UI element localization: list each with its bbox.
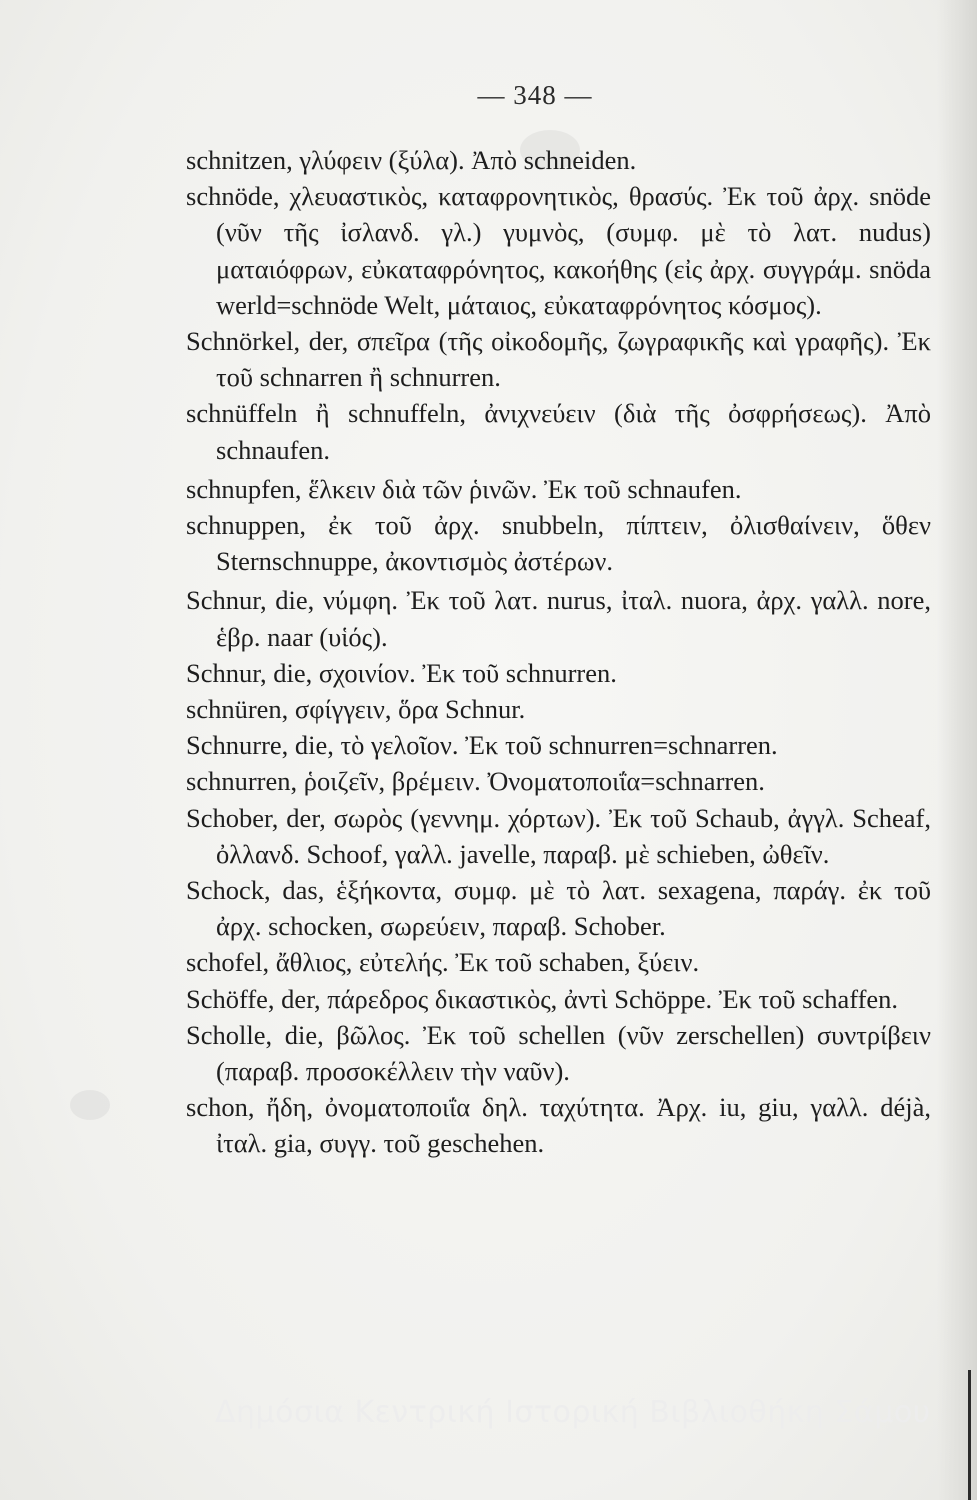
dictionary-entry: Schock, das, ἑξήκοντα, συμφ. μὲ τὸ λατ. sexagena, παράγ. ἐκ τοῦ ἀρχ. schocken, σωρεύειν, παραβ. Schober.: [186, 875, 931, 942]
library-watermark: Δημόσια Κεντρική Ιστορική Βιβλιοθήκη Σάμου: [215, 1395, 931, 1430]
dictionary-entry: schofel, ἄθλιος, εὐτελής. Ἐκ τοῦ schaben, ξύειν.: [186, 947, 700, 978]
dictionary-entry: schnupfen, ἕλκειν διὰ τῶν ῥινῶν. Ἐκ τοῦ schnaufen.: [186, 473, 742, 504]
dictionary-entry: schnöde, χλευαστικὸς, καταφρονητικὸς, θρασύς. Ἐκ τοῦ ἀρχ. snöde (νῦν τῆς ἰσλανδ. γλ.) γυμνὸς, (συμφ. μὲ τὸ λατ. nudus) ματαιόφρων, εὐκαταφρόνητος, κακοήθης (εἰς ἀρχ. συγγράμ. snöda werld=schnöde Welt, μάταιος, εὐκαταφρόνητος κόσμος).: [186, 181, 931, 320]
paper-stain: [70, 1090, 110, 1120]
page-number: — 348 —: [477, 80, 593, 110]
dictionary-entry: schnuppen, ἐκ τοῦ ἀρχ. snubbeln, πίπτειν, ὀλισθαίνειν, ὅθεν Sternschnuppe, ἀκοντισμὸς ἀστέρων.: [186, 510, 931, 577]
binding-mark: [968, 1370, 971, 1500]
dictionary-entry: schnüffeln ἢ schnuffeln, ἀνιχνεύειν (διὰ τῆς ὀσφρήσεως). Ἀπὸ schnaufen.: [186, 398, 931, 465]
dictionary-entry: Schnurre, die, τὸ γελοῖον. Ἐκ τοῦ schnurren=schnarren.: [186, 730, 778, 761]
dictionary-entries: [186, 142, 931, 1162]
page-edge-shadow: [937, 0, 977, 1500]
dictionary-entry: schon, ἤδη, ὀνοματοποιΐα δηλ. ταχύτητα. Ἀρχ. iu, giu, γαλλ. déjà, ἰταλ. gia, συγγ. τοῦ geschehen.: [186, 1092, 931, 1159]
dictionary-entry: Schnur, die, νύμφη. Ἐκ τοῦ λατ. nurus, ἰταλ. nuora, ἀρχ. γαλλ. nore, ἑβρ. naar (υἱός).: [186, 585, 931, 652]
dictionary-entry: Scholle, die, βῶλος. Ἐκ τοῦ schellen (νῦν zerschellen) συντρίβειν (παραβ. προσοκέλλειν τὴν ναῦν).: [186, 1019, 931, 1087]
dictionary-entry: schnurren, ῥοιζεῖν, βρέμειν. Ὀνοματοποιΐα=schnarren.: [186, 766, 765, 797]
dictionary-entry: schnüren, σφίγγειν, ὅρα Schnur.: [186, 694, 526, 725]
dictionary-entry: Schnur, die, σχοινίον. Ἐκ τοῦ schnurren.: [186, 657, 617, 688]
dictionary-entry: Schnörkel, der, σπεῖρα (τῆς οἰκοδομῆς, ζωγραφικῆς καὶ γραφῆς). Ἐκ τοῦ schnarren ἢ schnurren.: [186, 326, 931, 393]
dictionary-entry: Schöffe, der, πάρεδρος δικαστικὸς, ἀντὶ Schöppe. Ἐκ τοῦ schaffen.: [186, 983, 899, 1014]
dictionary-entry: Schober, der, σωρὸς (γεννημ. χόρτων). Ἐκ τοῦ Schaub, ἀγγλ. Scheaf, ὀλλανδ. Schoof, γαλλ. javelle, παραβ. μὲ schieben, ὠθεῖν.: [186, 802, 931, 869]
dictionary-entry: schnitzen, γλύφειν (ξύλα). Ἀπὸ schneiden.: [186, 145, 637, 175]
